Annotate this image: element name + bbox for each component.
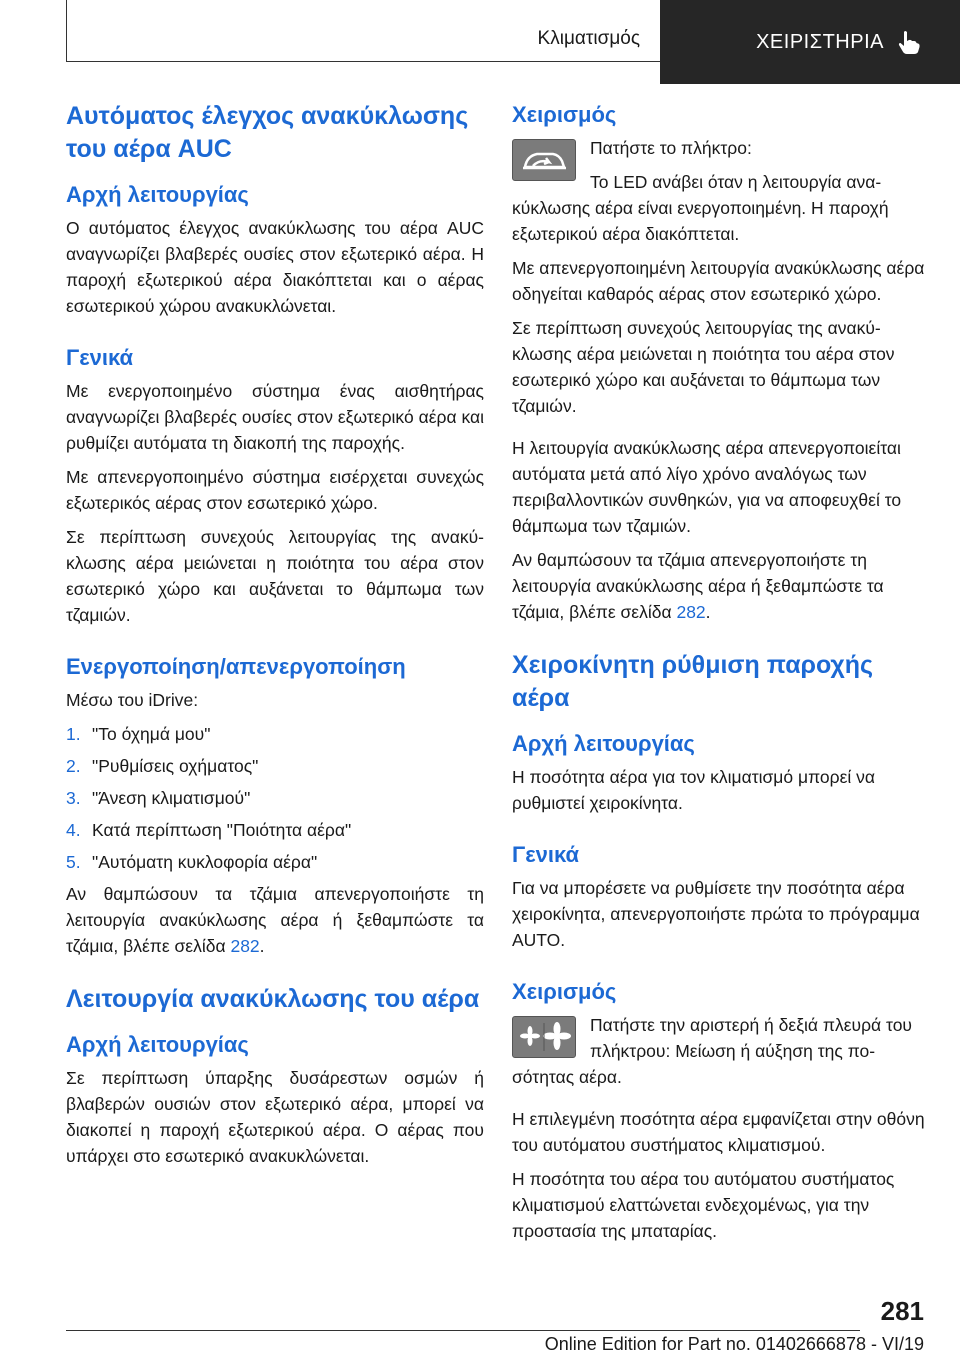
heading-principle-2: Αρχή λειτουργίας [66,1032,249,1057]
text-principle: Ο αυτόματος έλεγχος ανακύκλωσης του αέρα AUC αναγνωρίζει βλαβερές ουσίες στον εξωτερικό αέρα. Η παροχή εξωτερικού αέρα διακόπτεται και ο αέρας εσωτερικού χώρου ανακυκλώνεται. [66,218,484,316]
header-rule-horizontal [66,61,660,62]
heading-manual-airflow: Χειροκίνητη ρύθμιση παροχής αέρα [512,651,874,712]
step-number: 2. [66,756,81,776]
chapter-tab[interactable] [660,0,960,84]
pointing-hand-icon [898,30,920,54]
right-column [512,100,930,1252]
section-title: Κλιματισμός [537,28,640,49]
page-number: 281 [880,1296,924,1326]
step-number: 3. [66,788,81,808]
page-link[interactable]: 282 [230,936,260,956]
text-recirculation: Σε περίπτωση ύπαρξης δυσάρεστων οσμών ή βλαβερών ουσιών στον εξωτερικό αέρα, μπορεί να διακοπεί η παροχή εξωτερικού αέρα. Ο αέρας που υπάρχει στο εσωτερικό ανακυκλώνεται. [66,1068,484,1166]
text-principle-right: Η ποσότητα αέρα για τον κλιματισμό μπορεί να ρυθμιστεί χειροκίνητα. [512,767,875,813]
header-rule-vertical [66,0,67,62]
step-text: "Το όχημά μου" [92,724,211,744]
text-general-2: Με απενεργοποιημένο σύστημα εισέρχεται συνεχώς εξωτερικός αέρας στον εσωτερικό χώρο. [66,467,484,513]
text-led: Το LED ανάβει όταν η λειτουργία ανακύκλωσης αέρα είναι ενεργοποιημένη. Η παροχή εξωτερικού αέρα διακόπτεται. [512,172,889,244]
fan-button-icon [512,1016,576,1058]
step-text: "Αυτόματη κυκλοφορία αέρα" [92,852,318,872]
idrive-steps [66,721,484,875]
recirculation-button-icon [512,139,576,181]
edition-note: Online Edition for Part no. 01402666878 - VI/19 [544,1334,924,1354]
heading-operation-2: Χειρισμός [512,979,617,1004]
text-display: Η επιλεγμένη ποσότητα αέρα εμφανίζεται στην οθόνη του αυτόματου συστήματος κλιματισμού. [512,1109,925,1155]
text-fan-press: Πατήστε την αριστερή ή δεξιά πλευρά του πλήκτρου: Μείωση ή αύξηση της ποσότητας αέρα. [512,1015,912,1087]
step-text: "Άνεση κλιματισμού" [92,788,251,808]
heading-recirculation: Λειτουργία ανακύκλωσης του αέρα [66,985,480,1013]
footer-rule [66,1330,860,1331]
step-number: 1. [66,724,81,744]
heading-principle: Αρχή λειτουργίας [66,182,249,207]
step-text: Κατά περίπτωση "Ποιότητα αέρα" [92,820,352,840]
text-auto-off: Η λειτουργία ανακύκλωσης αέρα απενεργοποιείται αυτόματα μετά από λίγο χρόνο αναλόγως των περιβαλλοντικών συνθηκών, για να αποφευχθεί το θάμπωμα των τζαμιών. [512,438,902,536]
text-general-right: Για να μπορέσετε να ρυθμίσετε την ποσότητα αέρα χειροκίνητα, απενεργοποιήστε πρώτα το πρόγραμμα AUTO. [512,878,920,950]
step-number: 5. [66,852,81,872]
left-column [66,100,484,1177]
heading-general: Γενικά [66,345,134,370]
text-continuous: Σε περίπτωση συνεχούς λειτουργίας της ανακύκλωσης αέρα μειώνεται η ποιότητα του αέρα στον εσωτερικό χώρο και αυξάνεται το θάμπωμα των τζαμιών. [512,318,895,416]
list-item [66,785,484,811]
text-fog-hint: Αν θαμπώσουν τα τζάμια απενεργοποιήστε τη λειτουργία ανακύκλωσης αέρα ή ξεθαμπώστε τα τζάμια, βλέπε σελίδα 282. [66,884,484,956]
list-item [66,817,484,843]
heading-toggle: Ενεργοποίηση/απενεργοποίηση [66,654,406,679]
list-item [66,849,484,875]
text-recirc-off: Με απενεργοποιημένη λειτουργία ανακύκλωσης αέρα οδηγείται καθαρός αέρας στον εσωτερικό χώρο. [512,258,925,304]
list-item [66,721,484,747]
chapter-tab-label: ΧΕΙΡΙΣΤΗΡΙΑ [756,30,884,53]
text-battery: Η ποσότητα του αέρα του αυτόματου συστήματος κλιματισμού ελαττώνεται ενδεχομένως, για την προστασία της μπαταρίας. [512,1169,895,1241]
heading-general-right: Γενικά [512,842,580,867]
text-general-1: Με ενεργοποιημένο σύστημα ένας αισθητήρας αναγνωρίζει βλαβερές ουσίες στον εξωτερικό αέρα και ρυθμίζει αυτόματα τη διακοπή της παροχής. [66,381,484,453]
text-press-button: Πατήστε το πλήκτρο: [590,138,752,158]
heading-principle-right: Αρχή λειτουργίας [512,731,695,756]
text-fog-hint-right: Αν θαμπώσουν τα τζάμια απενεργοποιήστε τη λειτουργία ανακύκλωσης αέρα ή ξεθαμπώστε τα τζάμια, βλέπε σελίδα 282. [512,550,884,622]
text-general-3: Σε περίπτωση συνεχούς λειτουργίας της ανακύκλωσης αέρα μειώνεται η ποιότητα του αέρα στον εσωτερικό χώρο και αυξάνεται το θάμπωμα των τζαμιών. [66,527,484,625]
heading-operation: Χειρισμός [512,102,617,127]
step-text: "Ρυθμίσεις οχήματος" [92,756,259,776]
heading-auc: Αυτόματος έλεγχος ανακύκλωσης του αέρα AUC [66,102,469,163]
step-number: 4. [66,820,81,840]
list-item [66,753,484,779]
text-via-idrive: Μέσω του iDrive: [66,690,199,710]
page-link[interactable]: 282 [676,602,706,622]
